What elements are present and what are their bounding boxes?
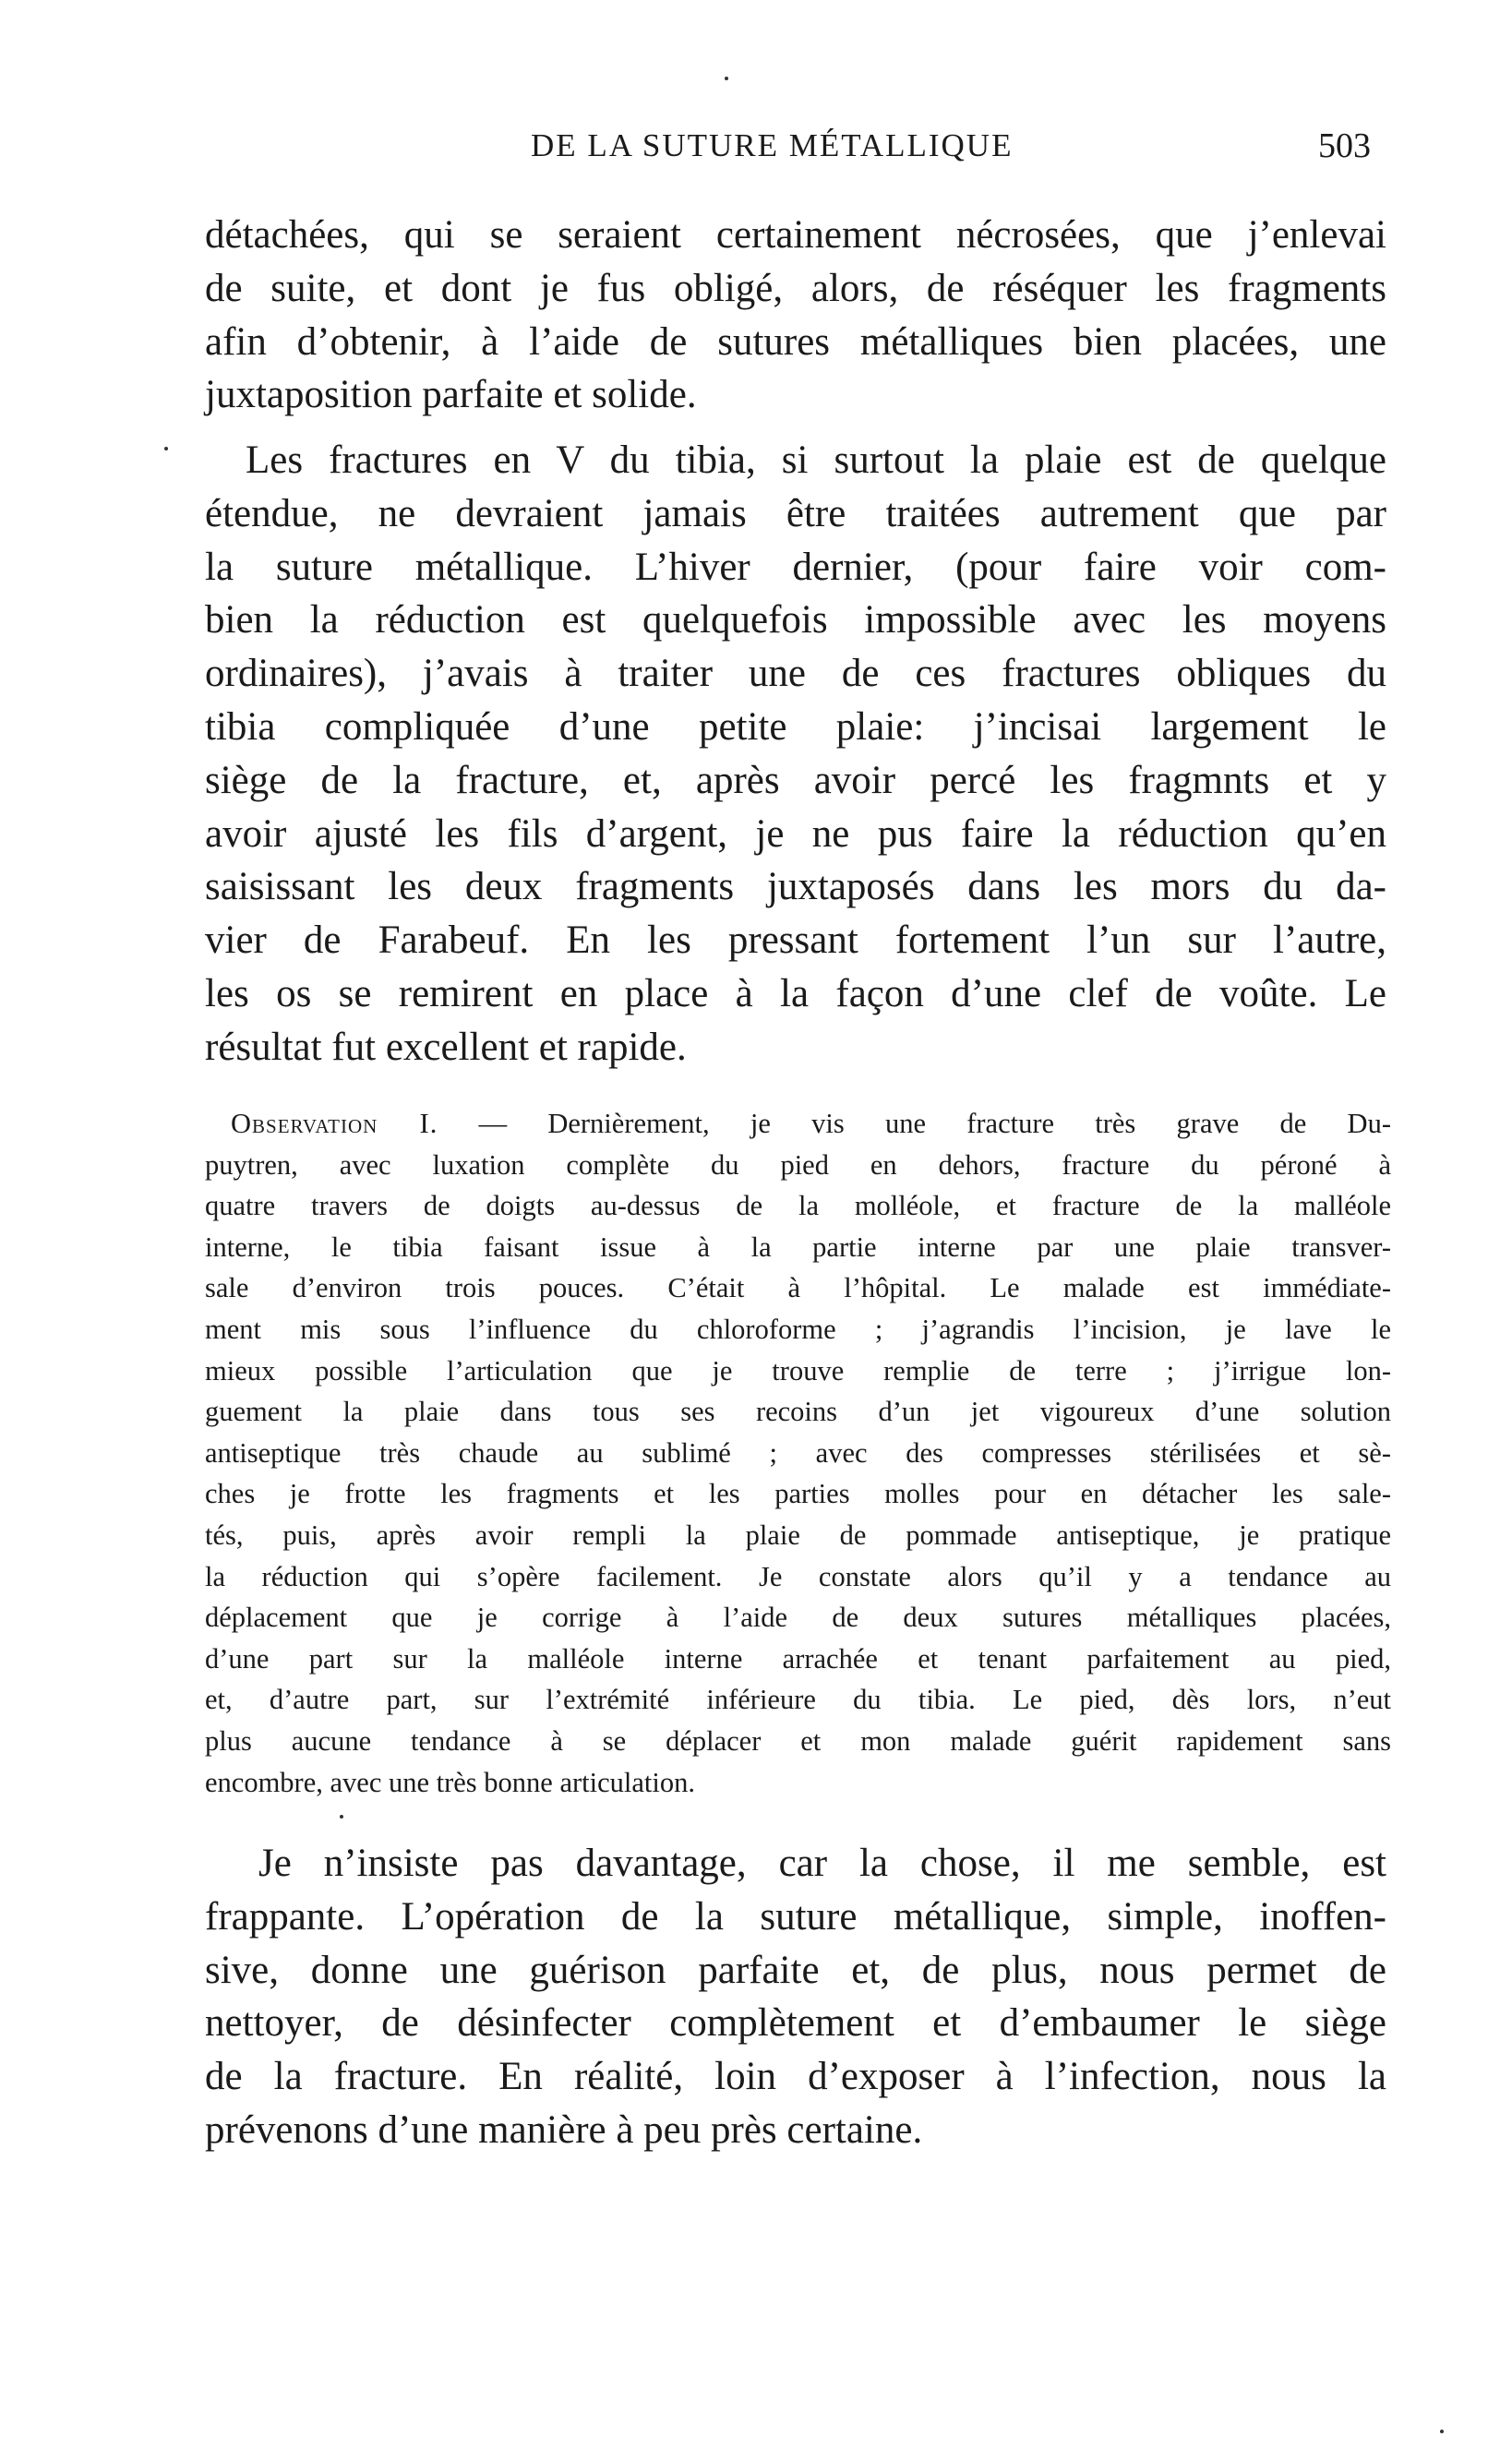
scan-speck — [340, 1815, 343, 1819]
scan-speck — [1440, 2430, 1444, 2433]
text-line: tés, puis, après avoir rempli la plaie de pommade antiseptique, je pratique — [205, 1519, 1391, 1551]
observation-block — [205, 1103, 1391, 1803]
text-line: quatre travers de doigts au-dessus de la molléole, et fracture de la malléole — [205, 1190, 1391, 1222]
text-line: les os se remirent en place à la façon d’une clef de voûte. Le — [205, 971, 1386, 1015]
text-line: la réduction qui s’opère facilement. Je constate alors qu’il y a tendance au — [205, 1560, 1391, 1592]
scan-speck — [164, 447, 168, 450]
paragraph-v-fractures — [205, 434, 1386, 1074]
paragraph-conclusion — [205, 1837, 1386, 2157]
page-number: 503 — [1318, 126, 1371, 165]
text-line: déplacement que je corrige à l’aide de deux sutures métalliques placées, — [205, 1602, 1391, 1634]
text-line: tibia compliquée d’une petite plaie: j’incisai largement le — [205, 704, 1386, 749]
text-line: afin d’obtenir, à l’aide de sutures métalliques bien placées, une — [205, 319, 1386, 364]
text-line: résultat fut excellent et rapide. — [205, 1025, 687, 1069]
text-line: sive, donne une guérison parfaite et, de plus, nous permet de — [205, 1948, 1386, 1992]
observation-label: Observation I. — [231, 1108, 438, 1139]
text-line: ordinaires), j’avais à traiter une de ces fractures obliques du — [205, 652, 1386, 696]
text-line: la suture métallique. L’hiver dernier, (pour faire voir com- — [205, 545, 1386, 589]
text-line: frappante. L’opération de la suture métallique, simple, inoffen- — [205, 1894, 1386, 1939]
text-line: Les fractures en V du tibia, si surtout la plaie est de quelque — [246, 438, 1386, 482]
text-line: guement la plaie dans tous ses recoins d’un jet vigoureux d’une solution — [205, 1396, 1391, 1428]
text-line: plus aucune tendance à se déplacer et mon malade guérit rapidement sans — [205, 1724, 1391, 1757]
text-line: juxtaposition parfaite et solide. — [205, 373, 697, 417]
text-line: sale d’environ trois pouces. C’était à l’hôpital. Le malade est immédiate- — [205, 1272, 1391, 1304]
text-line: de la fracture. En réalité, loin d’exposer à l’infection, nous la — [205, 2055, 1386, 2099]
observation-first-line — [205, 1103, 1391, 1145]
text-line: mieux possible l’articulation que je trouve remplie de terre ; j’irrigue lon- — [205, 1354, 1391, 1387]
text-line: encombre, avec une très bonne articulation. — [205, 1766, 695, 1798]
text-line: puytren, avec luxation complète du pied en dehors, fracture du péroné à — [205, 1148, 1391, 1181]
text-line: siège de la fracture, et, après avoir percé les fragmnts et y — [205, 758, 1386, 802]
text-line: prévenons d’une manière à peu près certaine. — [205, 2107, 923, 2152]
text-line: vier de Farabeuf. En les pressant fortement l’un sur l’autre, — [205, 918, 1386, 963]
text-line: ment mis sous l’influence du chloroforme ; j’agrandis l’incision, je lave le — [205, 1313, 1391, 1345]
scan-speck — [725, 77, 728, 80]
text-line: — Dernièrement, je vis une fracture très grave de Du- — [438, 1108, 1391, 1139]
text-line: antiseptique très chaude au sublimé ; avec des compresses stérilisées et sè- — [205, 1436, 1391, 1469]
paragraph-continued — [205, 209, 1386, 422]
text-line: de suite, et dont je fus obligé, alors, de réséquer les fragments — [205, 266, 1386, 310]
text-line: Je n’insiste pas davantage, car la chose, il me semble, est — [258, 1842, 1386, 1885]
text-line: bien la réduction est quelquefois impossible avec les moyens — [205, 598, 1386, 642]
text-line: avoir ajusté les fils d’argent, je ne pus faire la réduction qu’en — [205, 811, 1386, 856]
text-line: saisissant les deux fragments juxtaposés dans les mors du da- — [205, 865, 1386, 909]
text-line: d’une part sur la malléole interne arrachée et tenant parfaitement au pied, — [205, 1642, 1391, 1675]
text-line: étendue, ne devraient jamais être traitées autrement que par — [205, 491, 1386, 535]
text-line: interne, le tibia faisant issue à la partie interne par une plaie transver- — [205, 1231, 1391, 1263]
text-line: détachées, qui se seraient certainement nécrosées, que j’enlevai — [205, 213, 1386, 257]
text-line: ches je frotte les fragments et les parties molles pour en détacher les sale- — [205, 1478, 1391, 1510]
text-line: nettoyer, de désinfecter complètement et d’embaumer le siège — [205, 2001, 1386, 2046]
running-head: DE LA SUTURE MÉTALLIQUE — [531, 127, 1014, 163]
text-line: et, d’autre part, sur l’extrémité inférieure du tibia. Le pied, dès lors, n’eut — [205, 1684, 1391, 1716]
